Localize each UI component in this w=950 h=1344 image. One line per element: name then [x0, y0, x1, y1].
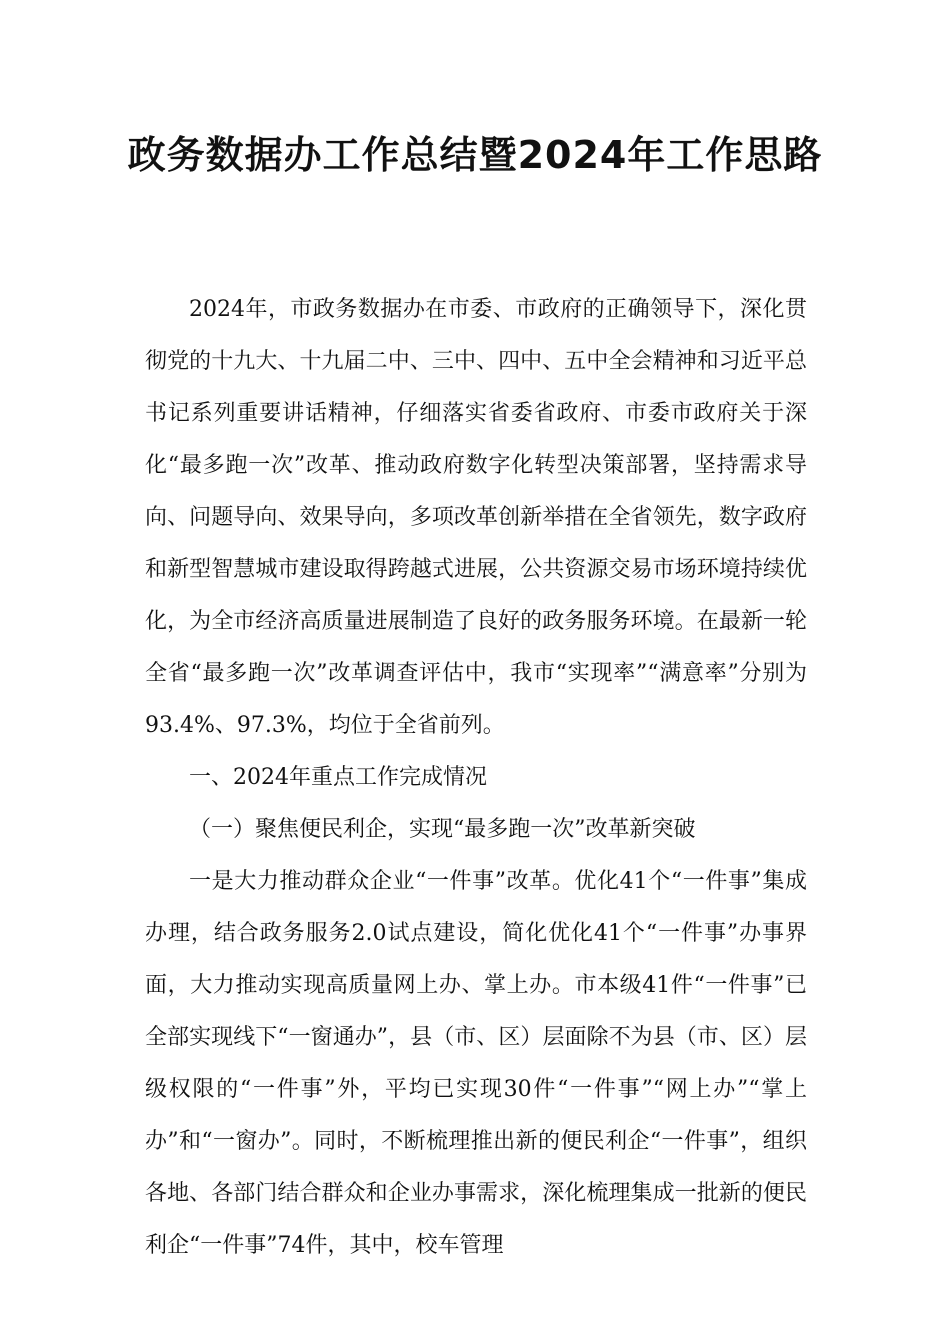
intro-paragraph: 2024年，市政务数据办在市委、市政府的正确领导下，深化贯彻党的十九大、十九届二中、三中、四中、五中全会精神和习近平总书记系列重要讲话精神，仔细落实省委省政府、市委市政府关于深化“最多跑一次”改革、推动政府数字化转型决策部署，坚持需求导向、问题导向、效果导向，多项改革创新举措在全省领先，数字政府和新型智慧城市建设取得跨越式进展，公共资源交易市场环境持续优化，为全市经济高质量进展制造了良好的政务服务环境。在最新一轮全省“最多跑一次”改革调查评估中，我市“实现率”“满意率”分别为93.4%、97.3%，均位于全省前列。 — [145, 297, 807, 738]
body-paragraph: 一是大力推动群众企业“一件事”改革。优化41个“一件事”集成办理，结合政务服务2.0试点建设，简化优化41个“一件事”办事界面，大力推动实现高质量网上办、掌上办。市本级41件“一件事”已全部实现线下“一窗通办”，县（市、区）层面除不为县（市、区）层级权限的“一件事”外，平均已实现30件“一件事”“网上办”“掌上办”和“一窗办”。同时，不断梳理推出新的便民利企“一件事”，组织各地、各部门结合群众和企业办事需求，深化梳理集成一批新的便民利企“一件事”74件，其中，校车管理 — [145, 869, 807, 1258]
document-title: 政务数据办工作总结暨2024年工作思路 — [127, 133, 823, 177]
subsection-heading: （一）聚焦便民利企，实现“最多跑一次”改革新突破 — [189, 817, 696, 842]
section-heading: 一、2024年重点工作完成情况 — [189, 765, 487, 790]
document-body — [145, 284, 807, 1272]
